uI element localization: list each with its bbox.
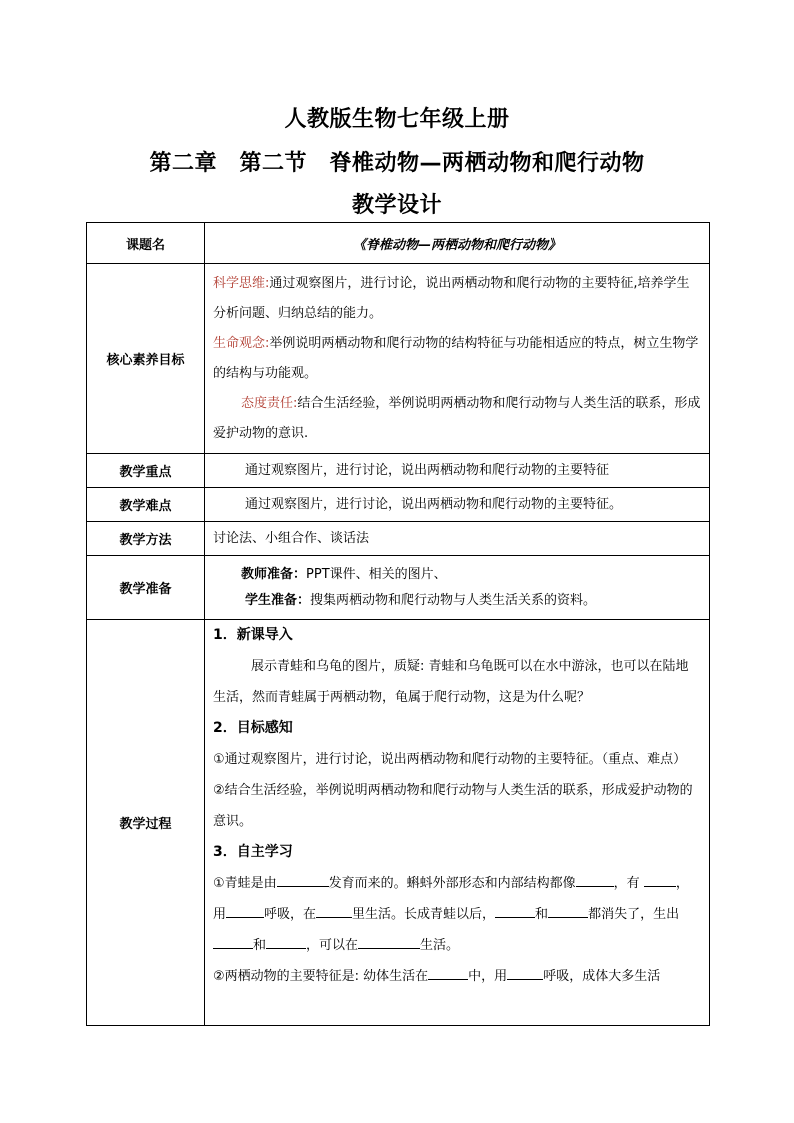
q1-text: 生活。 [420, 938, 460, 953]
student-prep [213, 588, 701, 614]
method-label: 教学方法 [87, 522, 205, 556]
key-text: 通过观察图片，进行讨论，说出两栖动物和爬行动物的主要特征 [245, 462, 610, 478]
self-study-question-2 [213, 961, 701, 992]
q1-text: ，可以在 [306, 938, 359, 953]
q1-text: 呼吸，在 [264, 907, 317, 922]
q2-text: ②两栖动物的主要特征是: 幼体生活在 [213, 969, 429, 984]
fill-blank[interactable] [277, 872, 329, 887]
q2-text: 中，用 [468, 969, 508, 984]
fill-blank[interactable] [316, 903, 352, 918]
table-row-process [87, 620, 710, 1026]
q1-text: ，用 [213, 876, 689, 922]
difficulty-text: 通过观察图片，进行讨论，说出两栖动物和爬行动物的主要特征。 [245, 496, 623, 512]
q1-text: 和 [253, 938, 267, 953]
goal-text: 举例说明两栖动物和爬行动物的结构特征与功能相适应的特点，树立生物学的结构与功能观。 [213, 335, 699, 381]
q1-text: 发育而来的。蝌蚪外部形态和内部结构都像 [328, 876, 576, 891]
table-row-goals [87, 264, 710, 454]
table-row-prep [87, 556, 710, 620]
goals-label: 核心素养目标 [87, 264, 205, 454]
design-title: 教学设计 [351, 193, 442, 218]
fill-blank[interactable] [495, 903, 535, 918]
method-value [205, 522, 710, 556]
prep-value [205, 556, 710, 620]
difficulty-label: 教学难点 [87, 488, 205, 522]
fill-blank[interactable] [507, 965, 543, 980]
section-goal-title: 2．目标感知 [213, 720, 293, 736]
goal-tag: 科学思维: [213, 275, 270, 291]
q1-text: ，有 [613, 876, 640, 891]
q1-text: ①青蛙是由 [213, 876, 277, 891]
lesson-plan-table [86, 222, 710, 1026]
prep-label: 教学准备 [87, 556, 205, 620]
teacher-prep-text: PPT课件、相关的图片、 [306, 566, 447, 582]
goal-tag: 生命观念: [213, 335, 270, 351]
fill-blank[interactable] [576, 872, 614, 887]
self-study-question-1 [213, 868, 701, 961]
fill-blank[interactable] [428, 965, 468, 980]
process-content [205, 620, 710, 1026]
difficulty-value [205, 488, 710, 522]
q1-text: 里生活。长成青蛙以后， [352, 907, 496, 922]
topic-label: 课题名 [87, 223, 205, 264]
student-prep-text: 搜集两栖动物和爬行动物与人类生活关系的资料。 [310, 592, 597, 608]
key-label: 教学重点 [87, 454, 205, 488]
method-text: 讨论法、小组合作、谈话法 [213, 530, 370, 546]
fill-blank[interactable] [213, 934, 253, 949]
fill-blank[interactable] [548, 903, 588, 918]
fill-blank[interactable] [266, 934, 306, 949]
document-title: 人教版生物七年级上册 [284, 107, 510, 132]
topic-value [205, 223, 710, 264]
goal-item-2: ②结合生活经验，举例说明两栖动物和爬行动物与人类生活的联系，形成爱护动物的意识。 [213, 783, 693, 829]
student-prep-tag: 学生准备： [245, 592, 311, 608]
topic-text: 《脊椎动物—两栖动物和爬行动物》 [352, 237, 561, 253]
teacher-prep [213, 562, 701, 588]
fill-blank[interactable] [644, 872, 676, 887]
chapter-title: 第二章 第二节 脊椎动物—两栖动物和爬行动物 [149, 151, 645, 176]
process-label: 教学过程 [87, 620, 205, 1026]
q1-text: 都消失了，生出 [588, 907, 680, 922]
fill-blank[interactable] [226, 903, 264, 918]
section-self-study-title: 3．自主学习 [213, 844, 293, 860]
goal-item [213, 329, 701, 389]
teacher-prep-tag: 教师准备： [241, 566, 307, 582]
table-row-topic [87, 223, 710, 264]
goals-content [205, 264, 710, 454]
table-row-key [87, 454, 710, 488]
goal-tag: 态度责任: [241, 395, 298, 411]
goal-text: 通过观察图片，进行讨论，说出两栖动物和爬行动物的主要特征,培养学生分析问题、归纳总结的能力。 [213, 275, 690, 321]
key-value [205, 454, 710, 488]
goal-item [213, 269, 701, 329]
table-row-difficulty [87, 488, 710, 522]
goal-item-1: ①通过观察图片，进行讨论，说出两栖动物和爬行动物的主要特征。（重点、难点） [213, 752, 687, 767]
table-row-method [87, 522, 710, 556]
section-new-lesson-title: 1．新课导入 [213, 627, 293, 643]
q1-text: 和 [535, 907, 549, 922]
fill-blank[interactable] [358, 934, 420, 949]
section-new-lesson-text: 展示青蛙和乌龟的图片，质疑: 青蛙和乌龟既可以在水中游泳，也可以在陆地生活，然而青蛙属于两栖动物，龟属于爬行动物，这是为什么呢？ [213, 659, 689, 705]
goal-text: 结合生活经验，举例说明两栖动物和爬行动物与人类生活的联系，形成爱护动物的意识. [213, 395, 701, 441]
q2-text: 呼吸，成体大多生活 [543, 969, 661, 984]
goal-item [213, 389, 701, 449]
